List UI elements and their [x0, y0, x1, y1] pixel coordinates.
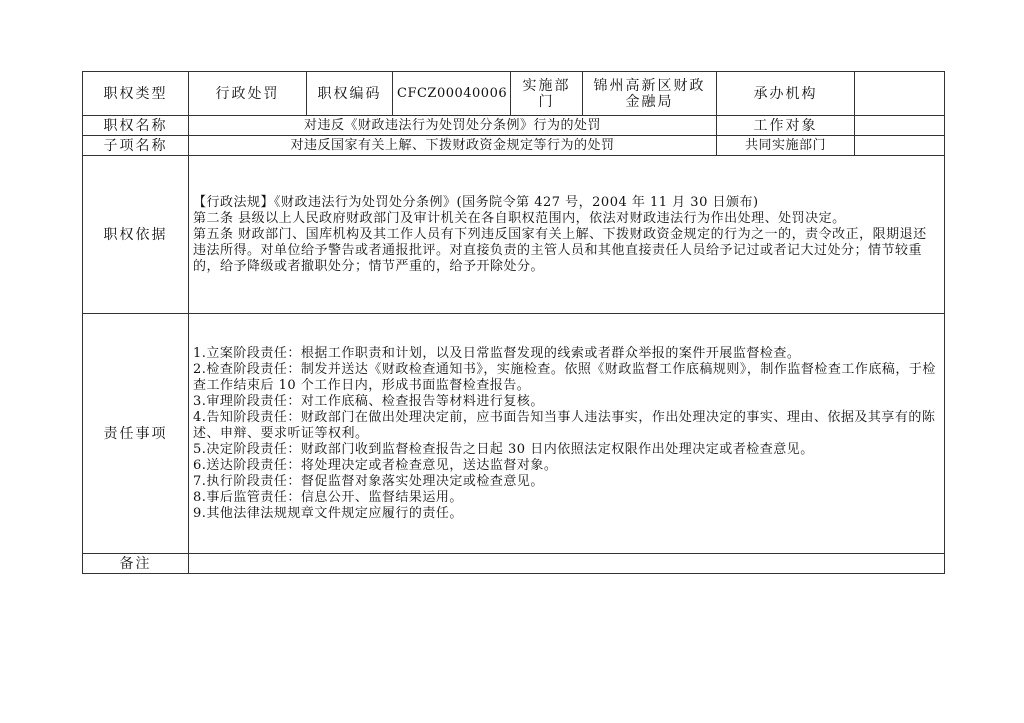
duty-item: 9.其他法律法规规章文件规定应履行的责任。	[193, 505, 463, 521]
duty-item: 2.检查阶段责任：制发并送达《财政检查通知书》，实施检查。依照《财政监督工作底稿规则》，制作监督检查工作底稿，于检查工作结束后 10 个工作日内，形成书面监督检查报告。	[193, 361, 936, 393]
duty-item: 8.事后监管责任：信息公开、监督结果运用。	[193, 489, 463, 505]
handling-org-value	[855, 72, 945, 116]
label-work-object: 工作对象	[717, 116, 855, 136]
label-authority-basis: 职权依据	[83, 156, 189, 314]
basis-paragraph: 第二条 县级以上人民政府财政部门及审计机关在各自职权范围内，依法对财政违法行为作出处理、处罚决定。	[193, 210, 846, 226]
label-joint-dept: 共同实施部门	[717, 136, 855, 156]
work-object-value	[855, 116, 945, 136]
authority-code-value: CFCZ00040006	[393, 72, 511, 116]
duty-item: 7.执行阶段责任：督促监督对象落实处理决定或检查意见。	[193, 473, 544, 489]
authority-name-value: 对违反《财政违法行为处罚处分条例》行为的处罚	[189, 116, 717, 136]
duty-item: 5.决定阶段责任：财政部门收到监督检查报告之日起 30 日内依照法定权限作出处理决定或者检查意见。	[193, 441, 814, 457]
label-remarks: 备注	[83, 554, 189, 574]
duty-item: 6.送达阶段责任：将处理决定或者检查意见，送达监督对象。	[193, 457, 558, 473]
authority-table	[82, 71, 945, 574]
duty-item: 1.立案阶段责任：根据工作职责和计划，以及日常监督发现的线索或者群众举报的案件开展监督检查。	[193, 345, 801, 361]
row-sub-item	[83, 136, 945, 156]
remarks-value	[189, 554, 945, 574]
basis-paragraph: 【行政法规】《财政违法行为处罚处分条例》(国务院令第 427 号，2004 年 11 月 30 日颁布)	[193, 194, 759, 210]
duty-item: 4.告知阶段责任：财政部门在做出处理决定前，应书面告知当事人违法事实，作出处理决定的事实、理由、依据及其享有的陈述、申辩、要求听证等权利。	[193, 409, 936, 441]
label-authority-name: 职权名称	[83, 116, 189, 136]
joint-dept-value	[855, 136, 945, 156]
row-responsibilities	[83, 314, 945, 554]
sub-item-name-value: 对违反国家有关上解、下拨财政资金规定等行为的处罚	[189, 136, 717, 156]
implementing-dept-value: 锦州高新区财政金融局	[583, 72, 717, 116]
authority-basis-text	[189, 156, 945, 314]
basis-paragraph: 第五条 财政部门、国库机构及其工作人员有下列违反国家有关上解、下拨财政资金规定的行为之一的，责令改正，限期退还违法所得。对单位给予警告或者通报批评。对直接负责的主管人员和其他直接责任人员给予记过或者记大过处分；情节较重的，给予降级或者撤职处分；情节严重的，给予开除处分。	[193, 226, 927, 274]
row-type-code-dept	[83, 72, 945, 116]
authority-form	[82, 71, 944, 574]
label-sub-item-name: 子项名称	[83, 136, 189, 156]
authority-type-value: 行政处罚	[189, 72, 307, 116]
label-responsibilities: 责任事项	[83, 314, 189, 554]
row-authority-name	[83, 116, 945, 136]
label-authority-type: 职权类型	[83, 72, 189, 116]
duty-item: 3.审理阶段责任：对工作底稿、检查报告等材料进行复核。	[193, 393, 544, 409]
row-remarks	[83, 554, 945, 574]
label-authority-code: 职权编码	[307, 72, 393, 116]
row-authority-basis	[83, 156, 945, 314]
responsibilities-text	[189, 314, 945, 554]
label-handling-org: 承办机构	[717, 72, 855, 116]
label-implementing-dept: 实施部门	[511, 72, 583, 116]
